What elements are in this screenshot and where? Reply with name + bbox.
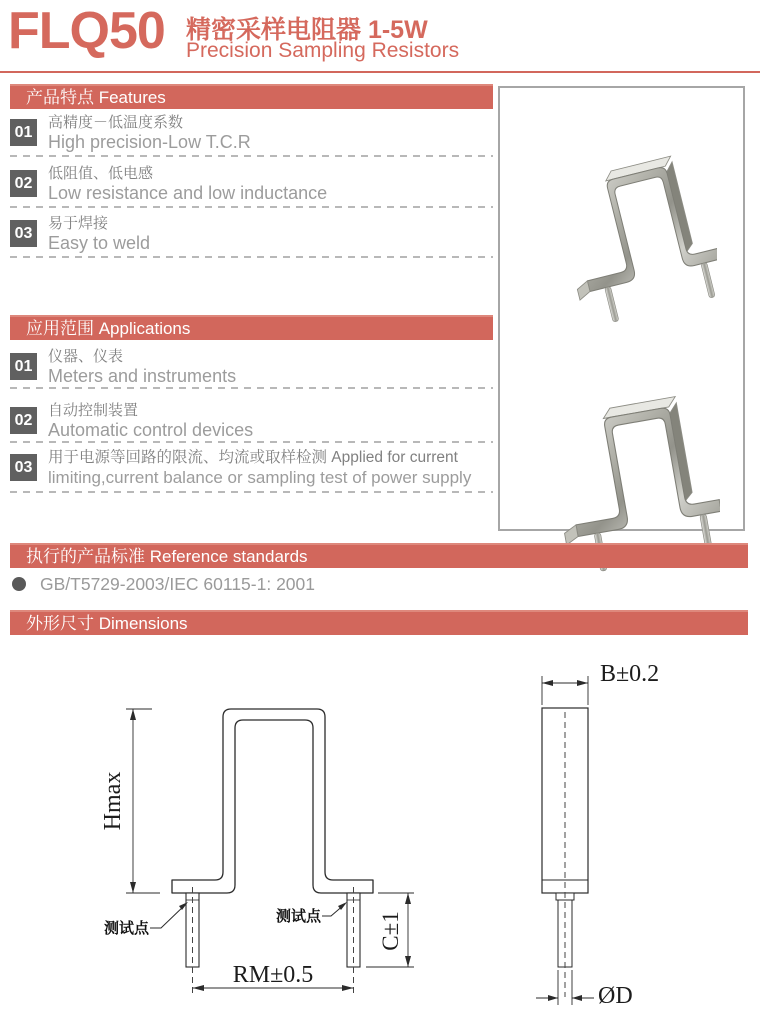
feature-item bbox=[10, 163, 493, 208]
feature-number-badge: 01 bbox=[10, 119, 37, 146]
arrowhead bbox=[193, 985, 205, 991]
arrowhead bbox=[405, 956, 411, 967]
header-divider bbox=[0, 71, 760, 73]
arrowhead bbox=[577, 680, 588, 686]
feature-item bbox=[10, 112, 493, 157]
dimension-drawing bbox=[0, 645, 760, 1013]
dim-label-hmax: Hmax bbox=[100, 771, 126, 831]
arrowhead bbox=[542, 680, 553, 686]
feature-number-badge: 02 bbox=[10, 170, 37, 197]
dim-label-c: C±1 bbox=[378, 911, 403, 951]
feature-text-cn: 易于焊接 bbox=[48, 215, 109, 232]
test-point-label-left: 测试点 bbox=[104, 920, 150, 937]
dimensions-banner: 外形尺寸 Dimensions bbox=[10, 610, 748, 635]
bullet-icon bbox=[12, 577, 26, 591]
feature-text-cn: 高精度－低温度系数 bbox=[48, 114, 184, 131]
product-photo-top bbox=[532, 140, 717, 325]
application-item bbox=[10, 447, 493, 493]
applications-banner: 应用范围 Applications bbox=[10, 315, 493, 340]
arrowhead bbox=[130, 709, 136, 720]
application-item bbox=[10, 400, 493, 443]
application-text-en: limiting,current balance or sampling test of power supply bbox=[48, 468, 472, 487]
dim-label-b: B±0.2 bbox=[600, 661, 660, 687]
application-text-en: Automatic control devices bbox=[48, 420, 254, 440]
product-model: FLQ50 bbox=[8, 2, 165, 60]
dim-label-rm: RM±0.5 bbox=[232, 962, 314, 988]
application-text-en: Meters and instruments bbox=[48, 366, 237, 386]
application-text-cn: 自动控制装置 bbox=[48, 402, 139, 419]
application-number-badge: 02 bbox=[10, 407, 37, 434]
resistor-clamp-shape bbox=[552, 148, 717, 325]
features-banner: 产品特点 Features bbox=[10, 84, 493, 109]
feature-text-cn: 低阻值、低电感 bbox=[48, 165, 154, 182]
feature-text-en: High precision-Low T.C.R bbox=[48, 132, 251, 152]
arrowhead bbox=[130, 882, 136, 893]
arrowhead bbox=[572, 995, 582, 1001]
feature-item bbox=[10, 213, 493, 258]
front-view-outline bbox=[172, 709, 373, 893]
standards-banner: 执行的产品标准 Reference standards bbox=[10, 543, 748, 568]
arrowhead bbox=[342, 985, 354, 991]
application-item bbox=[10, 346, 493, 389]
feature-text-en: Easy to weld bbox=[48, 233, 151, 253]
application-text-cn: 用于电源等回路的限流、均流或取样检测 Applied for current bbox=[48, 449, 458, 466]
arrowhead bbox=[548, 995, 558, 1001]
application-number-badge: 01 bbox=[10, 353, 37, 380]
dim-label-d: ØD bbox=[598, 983, 633, 1009]
application-text-cn: 仪器、仪表 bbox=[48, 348, 124, 365]
standard-value: GB/T5729-2003/IEC 60115-1: 2001 bbox=[40, 574, 316, 594]
product-title-cn: 精密采样电阻器 1-5W bbox=[186, 16, 428, 44]
test-point-label-right: 测试点 bbox=[276, 908, 322, 925]
application-number-badge: 03 bbox=[10, 454, 37, 481]
product-photo-box bbox=[498, 86, 745, 531]
arrowhead bbox=[405, 893, 411, 904]
feature-number-badge: 03 bbox=[10, 220, 37, 247]
product-title-en: Precision Sampling Resistors bbox=[186, 39, 460, 62]
feature-text-en: Low resistance and low inductance bbox=[48, 183, 328, 203]
